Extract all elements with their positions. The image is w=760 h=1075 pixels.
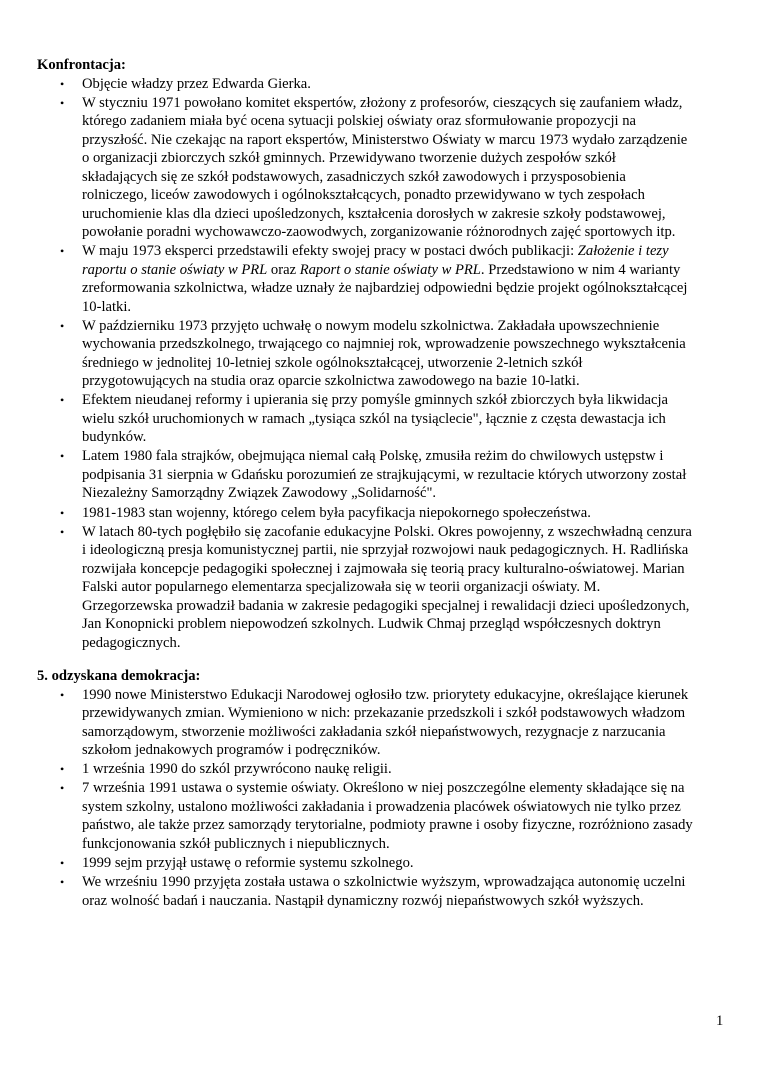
section2-list — [37, 686, 737, 910]
list-item — [37, 242, 737, 316]
bullet-icon: • — [60, 244, 65, 259]
section-heading-democracy: 5. odzyskana demokracja: — [37, 668, 201, 685]
item-text: 7 września 1991 ustawa o systemie oświaty. Określono w niej poszczególne elementy składające się na system szkolny, ustalono możliwości zakładania i prowadzenia placówek oświatowych nie tylko przez państwo, ale także przez samorządy terytorialne, podmioty prawne i osoby fizyczne, rozróżniono zasady funkcjonowania szkół publicznych i niepublicznych. — [82, 780, 693, 852]
list-item — [37, 447, 737, 503]
item-text: W maju 1973 eksperci przedstawili efekty swojej pracy w postaci dwóch publikacji: — [82, 243, 578, 260]
item-text: 1999 sejm przyjął ustawę o reformie systemu szkolnego. — [82, 854, 414, 871]
bullet-icon: • — [60, 95, 65, 110]
bullet-icon: • — [60, 449, 65, 464]
bullet-icon: • — [60, 762, 65, 777]
bullet-icon: • — [60, 524, 65, 539]
bullet-icon: • — [60, 393, 65, 408]
section1-list — [37, 75, 737, 653]
list-item — [37, 760, 737, 779]
item-text: 1990 nowe Ministerstwo Edukacji Narodowej ogłosiło tzw. priorytety edukacyjne, określające kierunek przewidywanych zmian. Wymieniono w nich: przekazanie przedszkoli i szkół podstawowych władzom samorządowym, stworzenie możliwości zakładania szkół niepaństwowych, rezygnacje z narzucania szkołom jednakowych programów i podręczników. — [82, 686, 689, 759]
list-item — [37, 391, 737, 447]
item-text: W styczniu 1971 powołano komitet ekspertów, złożony z profesorów, cieszących się zaufaniem władz, którego zadaniem miała być ocena sytuacji polskiej oświaty oraz sformułowanie propozycji na przyszłość. Nie czekając na raport ekspertów, Ministerstwo Oświaty w marcu 1973 wydało zarządzenie o organizacji zbiorczych szkół gminnych. Przewidywano tworzenie dużych zespołów szkół składających się ze szkół podstawowych, zasadniczych szkół zawodowych i przysposobienia rolniczego, liceów zawodowych i ogólnokształcących, ponadto przewidywano w tych zespołach uruchomienie klas dla dzieci upośledzonych, kształcenia dorosłych w zakresie szkoły podstawowej, powołanie poradni wychowawczo-zaowodwych, zorganizowanie różnorodnych zajęć sportowych itp. — [82, 94, 688, 241]
list-item — [37, 317, 737, 391]
item-text: We wrześniu 1990 przyjęta została ustawa o szkolnictwie wyższym, wprowadzająca autonomię uczelni oraz wolność badań i nauczania. Nastąpił dynamiczny rozwój niepaństwowych szkół wyższych. — [82, 874, 686, 909]
bullet-icon: • — [60, 855, 65, 870]
list-item — [37, 854, 737, 873]
list-item — [37, 504, 737, 523]
item-text: . Przedstawiono w nim 4 warianty zreformowania szkolnictwa, władze uznały że najbardziej odpowiedni będzie projekt ogólnokształcącej 10-latki. — [82, 261, 688, 315]
bullet-icon: • — [60, 875, 65, 890]
item-text: 1981-1983 stan wojenny, którego celem była pacyfikacja niepokornego społeczeństwa. — [82, 504, 591, 521]
item-text: 1 września 1990 do szkól przywrócono naukę religii. — [82, 761, 392, 778]
list-item — [37, 686, 737, 760]
page-number: 1 — [716, 1013, 724, 1029]
section-heading-konfrontacja: Konfrontacja: — [37, 57, 126, 73]
item-text: W październiku 1973 przyjęto uchwałę o nowym modelu szkolnictwa. Zakładała upowszechnienie wychowania przedszkolnego, trwającego co najmniej rok, wprowadzenie powszechnego wykształcenia średniego w jednolitej 10-letniej szkole ogólnokształcącej, utworzenie 2-letnich szkół przygotowujących na studia oraz oparcie szkolnictwa zawodowego na bazie 10-latki. — [82, 317, 686, 390]
list-item — [37, 94, 737, 242]
bullet-icon: • — [60, 76, 65, 91]
list-item — [37, 873, 737, 910]
bullet-icon: • — [60, 687, 65, 702]
item-text: Latem 1980 fala strajków, obejmująca niemal całą Polskę, zmusiła reżim do chwilowych ustępstw i podpisania 31 sierpnia w Gdańsku porozumień ze strajkującymi, w rezultacie których utworzony został Niezależny Samorządny Związek Zawodowy „Solidarność". — [82, 448, 687, 502]
list-item — [37, 779, 737, 853]
item-text: Efektem nieudanej reformy i upierania się przy pomyśle gminnych szkół zbiorczych była likwidacja wielu szkół uruchomionych w ramach „tysiąca szkól na tysiąclecie", łącznie z częsta dewastacja ich budynków. — [82, 392, 668, 446]
list-item — [37, 523, 737, 653]
list-item — [37, 75, 737, 94]
document-page — [37, 56, 737, 911]
bullet-icon: • — [60, 318, 65, 333]
publication-title: Raport o stanie oświaty w PRL — [299, 261, 481, 278]
publication-title: Założenie i tezy raportu o stanie oświaty w PRL — [82, 243, 669, 278]
item-text: oraz — [267, 261, 300, 278]
bullet-icon: • — [60, 781, 65, 796]
bullet-icon: • — [60, 505, 65, 520]
item-text: Objęcie władzy przez Edwarda Gierka. — [82, 75, 311, 92]
item-text: W latach 80-tych pogłębiło się zacofanie edukacyjne Polski. Okres powojenny, z wszechwładną cenzura i ideologiczną presja komunistycznej partii, nie sprzyjał rozwojowi nauk pedagogicznych. H. Radlińska rozwijała koncepcje pedagogiki społecznej i zajmowała się teorią pracy kulturalno-oświatowej. Marian Falski autor popularnego elementarza specjalizowała się w teorii organizacji oświaty. M. Grzegorzewska prowadził badania w zakresie pedagogiki specjalnej i rewalidacji dzieci upośledzonych, Jan Konopnicki problem niepowodzeń szkolnych. Ludwik Chmaj przegląd współczesnych doktryn pedagogicznych. — [82, 523, 692, 651]
